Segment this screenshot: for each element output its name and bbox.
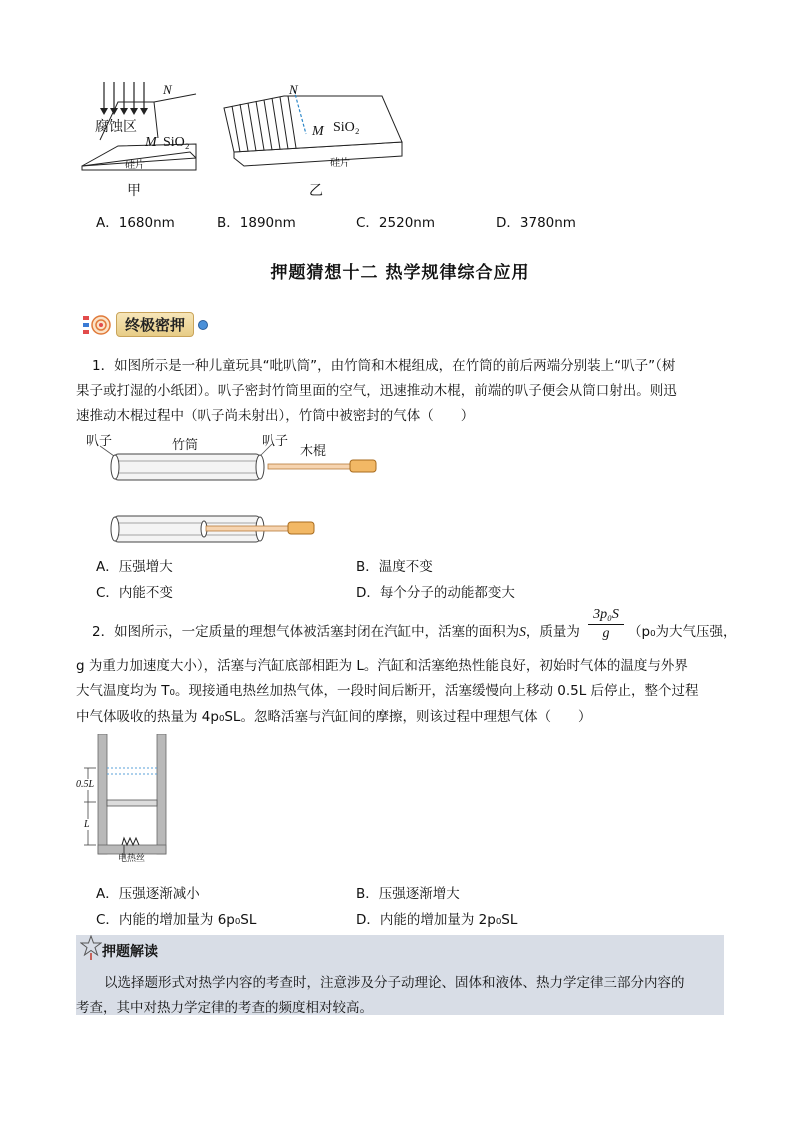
q2-line2: g 为重力加速度大小），活塞与汽缸底部相距为 L。汽缸和活塞绝热性能良好，初始时气体的温度与外界	[76, 658, 688, 674]
q2-label-heater: 电热丝	[118, 854, 146, 864]
jia-label-sio2: SiO₂	[163, 135, 190, 150]
q1-line2: 果子或打湿的小纸团）。叭子密封竹筒里面的空气，迅速推动木棍，前端的叭子便会从筒口射出。则迅	[76, 383, 677, 399]
q2-figure-cylinder	[74, 734, 184, 864]
jia-label-n: N	[163, 82, 172, 97]
section-title: 押题猜想十二 热学规律综合应用	[270, 263, 530, 283]
q2-frac-num: 3p₀S	[588, 606, 624, 625]
analysis-box	[76, 935, 724, 1015]
q2-frac-den: g	[602, 626, 610, 641]
yi-caption: 乙	[309, 183, 323, 199]
q1-label-right: 叭子	[262, 434, 289, 449]
yi-label-sio2: SiO₂	[333, 120, 360, 135]
q1-figure-blowgun	[96, 444, 386, 544]
q2-option-d[interactable]: D．内能的增加量为 2p₀SL	[356, 912, 518, 928]
q2-label-l: L	[84, 819, 90, 830]
jia-label-base: 硅片	[125, 160, 145, 171]
star-icon	[80, 935, 102, 965]
q2-line3: 大气温度均为 T₀。现接通电热丝加热气体，一段时间后断开，活塞缓慢向上移动 0.5L 后停止，整个过程	[76, 683, 699, 699]
yi-label-base: 硅片	[330, 158, 350, 169]
q2-option-b[interactable]: B．压强逐渐增大	[356, 886, 460, 902]
tag-label: 终极密押	[116, 312, 194, 337]
q2-line1-d: （p₀为大气压强，	[628, 624, 737, 640]
q1-label-left: 叭子	[86, 434, 113, 449]
jia-caption: 甲	[127, 183, 141, 199]
q2-label-half: 0.5L	[76, 779, 95, 790]
q1-option-b[interactable]: B．温度不变	[356, 559, 433, 575]
yi-label-m: M	[312, 124, 324, 139]
q2-line1-c: ，质量为	[525, 624, 580, 640]
q2-line1-a: 2．如图所示，一定质量的理想气体被活塞封闭在汽缸中，活塞的面积为	[92, 624, 520, 640]
jia-label-corrode: 腐蚀区	[95, 119, 137, 135]
analysis-line2: 考查，其中对热力学定律的考查的频度相对较高。	[76, 1000, 373, 1016]
q2-line1	[92, 621, 580, 643]
q1-option-d[interactable]: D．每个分子的动能都变大	[356, 585, 515, 601]
q0-option-b[interactable]: B．1890nm	[217, 215, 296, 231]
q0-option-a[interactable]: A．1680nm	[96, 215, 175, 231]
q1-line3: 速推动木棍过程中（叭子尚未射出），竹筒中被密封的气体（ ）	[76, 408, 475, 424]
analysis-line1: 以选择题形式对热学内容的考查时，注意涉及分子动理论、固体和液体、热力学定律三部分内容的	[104, 975, 685, 991]
q0-option-c[interactable]: C．2520nm	[356, 215, 435, 231]
q1-option-c[interactable]: C．内能不变	[96, 585, 173, 601]
q1-option-a[interactable]: A．压强增大	[96, 559, 173, 575]
jia-label-m: M	[145, 135, 157, 150]
q1-line1: 1．如图所示是一种儿童玩具“吡叭筒”，由竹筒和木棍组成，在竹筒的前后两端分别装上“叭子”（树	[92, 358, 676, 374]
yi-label-n: N	[289, 82, 298, 97]
q2-fraction	[588, 606, 624, 643]
q1-label-stick: 木棍	[300, 444, 327, 459]
q0-option-d[interactable]: D．3780nm	[496, 215, 576, 231]
dot-icon	[198, 320, 208, 330]
analysis-heading: 押题解读	[102, 944, 158, 960]
target-icon	[82, 313, 112, 337]
q2-option-a[interactable]: A．压强逐渐减小	[96, 886, 200, 902]
q2-line4: 中气体吸收的热量为 4p₀SL。忽略活塞与汽缸间的摩擦，则该过程中理想气体（ ）	[76, 709, 592, 725]
q2-var-s: S	[519, 624, 526, 639]
q2-option-c[interactable]: C．内能的增加量为 6p₀SL	[96, 912, 257, 928]
tag-banner	[82, 312, 208, 337]
q1-label-tube: 竹筒	[172, 438, 199, 453]
